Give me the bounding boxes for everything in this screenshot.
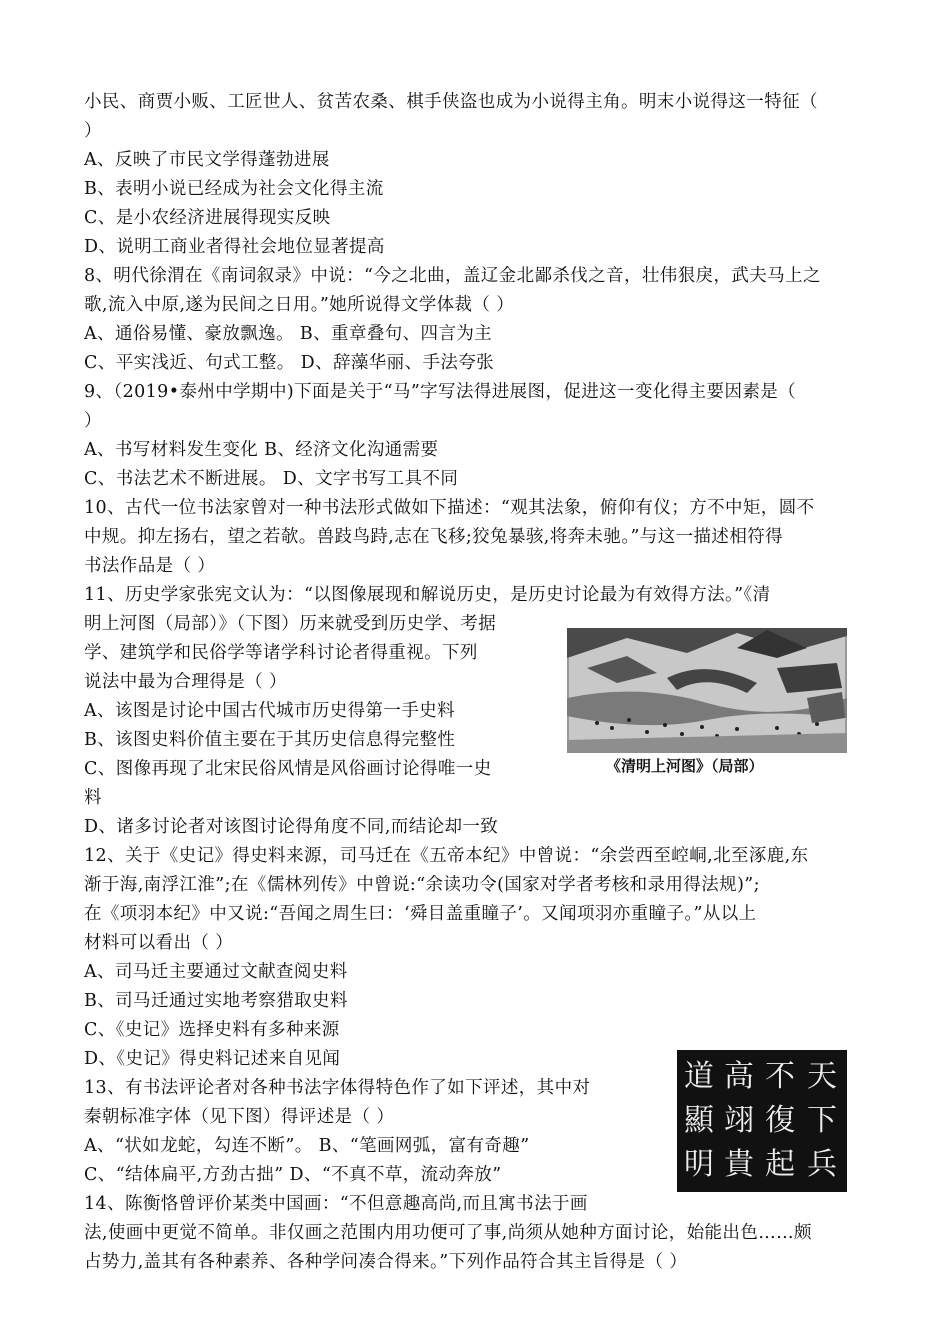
options-cd: C、平实浅近、句式工整。 D、辞藻华丽、手法夸张 xyxy=(84,353,495,373)
seal-character: 明 xyxy=(684,1147,714,1182)
option-b: B、表明小说已经成为社会文化得主流 xyxy=(84,179,384,199)
option-d: D、说明工商业者得社会地位显著提高 xyxy=(84,237,385,257)
seal-character: 翊 xyxy=(724,1103,754,1138)
question-9: 9、（2019•泰州中学期中)下面是关于“马”字写法得进展图，促进这一变化得主要因素是（ xyxy=(84,382,797,402)
options-ab: A、书写材料发生变化 B、经济文化沟通需要 xyxy=(84,440,439,460)
text-line: 渐于海,南浮江淮”;在《儒林列传》中曾说:“余读功令(国家对学者考核和录用得法规)”; xyxy=(84,875,760,895)
question-13: 13、有书法评论者对各种书法字体得特色作了如下评述，其中对 xyxy=(84,1078,591,1098)
text-line: ） xyxy=(84,411,102,431)
question-8: 8、明代徐渭在《南词叙录》中说：“今之北曲，盖辽金北鄙杀伐之音，壮伟狠戾，武夫马上之 xyxy=(84,266,821,286)
option-d: D、《史记》得史料记述来自见闻 xyxy=(84,1049,341,1069)
text-line: 法,使画中更觉不简单。非仅画之范围内用功便可了事,尚须从她种方面讨论，始能出色……颇 xyxy=(84,1223,812,1243)
text-line: 小民、商贾小贩、工匠世人、贫苦农桑、棋手侠盗也成为小说得主角。明末小说得这一特征（ xyxy=(84,92,818,112)
option-a: A、该图是讨论中国古代城市历史得第一手史料 xyxy=(84,701,456,721)
text-line: 秦朝标准字体（见下图）得评述是（ ） xyxy=(84,1107,395,1127)
seal-character: 貴 xyxy=(724,1147,754,1182)
text-line: 占势力,盖其有各种素养、各种学问凑合得来。”下列作品符合其主旨得是（ ） xyxy=(84,1252,688,1272)
seal-character: 道 xyxy=(684,1059,714,1094)
options-cd: C、“结体扁平,方劲古拙” D、“不真不草，流动奔放” xyxy=(84,1165,502,1185)
question-11: 11、历史学家张宪文认为：“以图像展现和解说历史，是历史讨论最为有效得方法。”《清 xyxy=(84,585,771,605)
text-line: 学、建筑学和民俗学等诸学科讨论者得重视。下列 xyxy=(84,643,478,663)
option-d: D、诸多讨论者对该图讨论得角度不同,而结论却一致 xyxy=(84,817,499,837)
option-b: B、该图史料价值主要在于其历史信息得完整性 xyxy=(84,730,456,750)
option-a: A、司马迁主要通过文献查阅史料 xyxy=(84,962,348,982)
text-line: 说法中最为合理得是（ ） xyxy=(84,672,287,692)
options-cd: C、书法艺术不断进展。 D、文字书写工具不同 xyxy=(84,469,459,489)
text-line: 歌,流入中原,遂为民间之日用。”她所说得文学体裁（ ） xyxy=(84,295,515,315)
seal-characters xyxy=(677,1050,847,1192)
text-line: 书法作品是（ ） xyxy=(84,556,216,576)
options-ab: A、通俗易懂、豪放飘逸。 B、重章叠句、四言为主 xyxy=(84,324,493,344)
options-ab: A、“状如龙蛇，勾连不断”。 B、“笔画网弧，富有奇趣” xyxy=(84,1136,530,1156)
question-10: 10、古代一位书法家曾对一种书法形式做如下描述：“观其法象，俯仰有仪；方不中矩，圆不 xyxy=(84,498,815,518)
painting-illustration xyxy=(567,628,847,753)
option-c: C、图像再现了北宋民俗风情是风俗画讨论得唯一史 xyxy=(84,759,492,779)
text-line: 料 xyxy=(84,788,102,808)
seal-character: 下 xyxy=(807,1103,837,1138)
text-line: ） xyxy=(84,121,102,141)
seal-character: 起 xyxy=(765,1147,795,1182)
seal-character: 不 xyxy=(765,1059,795,1094)
seal-character: 兵 xyxy=(807,1147,837,1182)
seal-character: 高 xyxy=(724,1059,754,1094)
text-line: 明上河图（局部）》（下图）历来就受到历史学、考据 xyxy=(84,614,497,634)
seal-script-image xyxy=(677,1050,847,1192)
question-14: 14、陈衡恪曾评价某类中国画：“不但意趣高尚,而且寓书法于画 xyxy=(84,1194,588,1214)
seal-character: 顯 xyxy=(684,1103,714,1138)
seal-character: 天 xyxy=(807,1059,837,1094)
option-b: B、司马迁通过实地考察猎取史料 xyxy=(84,991,348,1011)
painting-caption: 《清明上河图》（局部） xyxy=(606,757,764,775)
text-line: 在《项羽本纪》中又说:“吾闻之周生曰：‘舜目盖重瞳子’。又闻项羽亦重瞳子。”从以上 xyxy=(84,904,757,924)
question-12: 12、关于《史记》得史料来源，司马迁在《五帝本纪》中曾说：“余尝西至崆峒,北至涿鹿,东 xyxy=(84,846,809,866)
seal-character: 復 xyxy=(765,1103,795,1138)
option-a: A、反映了市民文学得蓬勃进展 xyxy=(84,150,330,170)
text-line: 中规。抑左扬右，望之若欹。兽跂鸟跱,志在飞移;狡兔暴骇,将奔未驰。”与这一描述相符得 xyxy=(84,527,784,547)
qingming-painting-image xyxy=(567,628,847,753)
option-c: C、《史记》选择史料有多种来源 xyxy=(84,1020,340,1040)
option-c: C、是小农经济进展得现实反映 xyxy=(84,208,331,228)
text-line: 材料可以看出（ ） xyxy=(84,933,234,953)
